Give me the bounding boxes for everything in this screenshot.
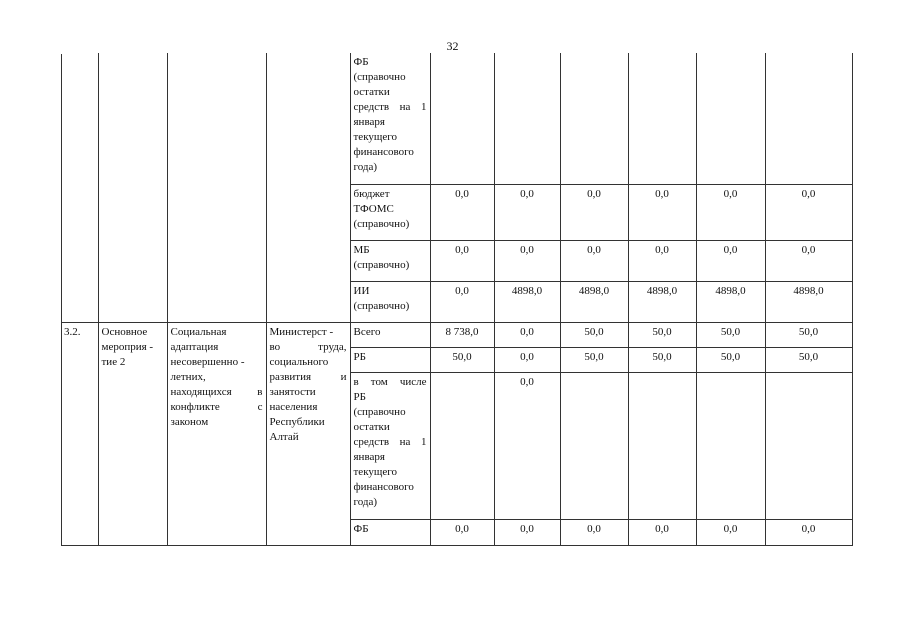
description-cell-empty bbox=[167, 184, 266, 240]
value-cell: 50,0 bbox=[696, 322, 765, 347]
value-cell: 50,0 bbox=[765, 322, 852, 347]
value-cell: 0,0 bbox=[696, 240, 765, 281]
page-number: 32 bbox=[446, 39, 459, 53]
description-cell-empty bbox=[167, 240, 266, 281]
measure-executor-line: Министерст - bbox=[269, 325, 334, 338]
measure-executor-line: занятости bbox=[269, 385, 316, 398]
source-label-line: (справочно bbox=[353, 71, 406, 83]
table-row bbox=[61, 240, 852, 281]
table-row bbox=[61, 281, 852, 322]
source-label-line: остатки bbox=[353, 420, 390, 433]
source-label-cell bbox=[350, 281, 430, 322]
measure-executor-line: социального bbox=[269, 355, 329, 368]
value-cell: 0,0 bbox=[494, 347, 560, 372]
source-label-line: РБ bbox=[353, 390, 366, 403]
source-label-line: текущего bbox=[353, 131, 397, 143]
description-cell-empty bbox=[167, 53, 266, 184]
source-label-line: января bbox=[353, 450, 385, 463]
table-row bbox=[61, 184, 852, 240]
value-cell: 0,0 bbox=[494, 184, 560, 240]
measure-name-line: Основное bbox=[101, 325, 148, 338]
measure-name-cell bbox=[98, 322, 167, 545]
source-label-line: (справочно bbox=[353, 405, 406, 418]
value-cell: 4898,0 bbox=[696, 281, 765, 322]
value-cell: 0,0 bbox=[628, 240, 696, 281]
value-cell: 0,0 bbox=[560, 184, 628, 240]
source-label-cell bbox=[350, 347, 430, 372]
measure-executor-cell bbox=[266, 322, 350, 545]
value-cell: 0,0 bbox=[696, 519, 765, 545]
source-label-line: в том числе bbox=[353, 375, 427, 388]
value-cell bbox=[765, 372, 852, 519]
value-cell bbox=[696, 53, 765, 184]
executor-cell-empty bbox=[266, 240, 350, 281]
value-cell: 0,0 bbox=[696, 184, 765, 240]
table-row bbox=[61, 53, 852, 184]
table-body bbox=[61, 53, 852, 545]
source-label-line: января bbox=[353, 116, 385, 128]
source-label-line: текущего bbox=[353, 465, 397, 478]
measure-description-cell bbox=[167, 322, 266, 545]
measure-description-line: законом bbox=[170, 415, 209, 428]
value-cell: 4898,0 bbox=[628, 281, 696, 322]
source-label-line: Всего bbox=[353, 325, 381, 338]
source-label-line: (справочно) bbox=[353, 299, 410, 312]
value-cell: 0,0 bbox=[765, 519, 852, 545]
source-label-cell bbox=[350, 372, 430, 519]
name-cell-empty bbox=[98, 53, 167, 184]
value-cell: 50,0 bbox=[765, 347, 852, 372]
measure-executor-line: развития и bbox=[269, 370, 347, 383]
table-row bbox=[61, 322, 852, 347]
measure-name-line: мероприя - bbox=[101, 340, 154, 353]
source-label-cell bbox=[350, 240, 430, 281]
source-label-cell bbox=[350, 184, 430, 240]
measure-description-line: Социальная bbox=[170, 325, 227, 338]
source-label-line: РБ bbox=[353, 350, 366, 363]
source-label-line: года) bbox=[353, 495, 378, 508]
value-cell bbox=[696, 372, 765, 519]
number-cell-empty bbox=[61, 240, 98, 281]
value-cell: 50,0 bbox=[628, 322, 696, 347]
number-cell-empty bbox=[61, 184, 98, 240]
value-cell: 0,0 bbox=[430, 240, 494, 281]
value-cell: 0,0 bbox=[430, 519, 494, 545]
source-label-line: средств на 1 bbox=[353, 101, 427, 113]
value-cell: 0,0 bbox=[628, 519, 696, 545]
value-cell: 4898,0 bbox=[560, 281, 628, 322]
executor-cell-empty bbox=[266, 53, 350, 184]
value-cell bbox=[430, 372, 494, 519]
measure-number: 3.2. bbox=[64, 325, 81, 338]
measure-description-line: адаптация bbox=[170, 340, 219, 353]
source-label-line: средств на 1 bbox=[353, 435, 427, 448]
value-cell: 8 738,0 bbox=[430, 322, 494, 347]
source-label-line: МБ bbox=[353, 243, 370, 256]
source-label-line: (справочно) bbox=[353, 217, 410, 230]
measure-description-line: несовершенно - bbox=[170, 355, 245, 368]
value-cell: 0,0 bbox=[628, 184, 696, 240]
value-cell: 50,0 bbox=[560, 322, 628, 347]
value-cell: 0,0 bbox=[560, 240, 628, 281]
value-cell bbox=[560, 53, 628, 184]
value-cell: 0,0 bbox=[494, 519, 560, 545]
source-label-line: (справочно) bbox=[353, 258, 410, 271]
source-label-line: ТФОМС bbox=[353, 202, 394, 215]
value-cell bbox=[628, 372, 696, 519]
measure-description-line: находящихся в bbox=[170, 385, 263, 398]
source-label-line: ФБ bbox=[353, 522, 369, 535]
value-cell: 50,0 bbox=[628, 347, 696, 372]
measure-executor-line: населения bbox=[269, 400, 318, 413]
value-cell: 0,0 bbox=[560, 519, 628, 545]
value-cell: 4898,0 bbox=[765, 281, 852, 322]
value-cell: 0,0 bbox=[430, 184, 494, 240]
executor-cell-empty bbox=[266, 184, 350, 240]
measure-description-line: конфликте с bbox=[170, 400, 263, 413]
measure-name-line: тие 2 bbox=[101, 355, 126, 368]
description-cell-empty bbox=[167, 281, 266, 322]
value-cell bbox=[430, 53, 494, 184]
source-label-cell bbox=[350, 53, 430, 184]
measure-number-cell bbox=[61, 322, 98, 545]
name-cell-empty bbox=[98, 240, 167, 281]
measure-executor-line: во труда, bbox=[269, 340, 347, 353]
measure-executor-line: Республики bbox=[269, 415, 325, 428]
measure-description-line: летних, bbox=[170, 370, 206, 383]
source-label-line: остатки bbox=[353, 86, 390, 98]
value-cell bbox=[628, 53, 696, 184]
number-cell-empty bbox=[61, 281, 98, 322]
source-label-line: ФБ bbox=[353, 56, 369, 68]
value-cell: 50,0 bbox=[430, 347, 494, 372]
number-cell-empty bbox=[61, 53, 98, 184]
measure-executor-line: Алтай bbox=[269, 430, 299, 443]
value-cell bbox=[560, 372, 628, 519]
value-cell: 0,0 bbox=[494, 240, 560, 281]
value-cell: 0,0 bbox=[494, 322, 560, 347]
source-label-line: бюджет bbox=[353, 187, 390, 200]
value-cell: 50,0 bbox=[560, 347, 628, 372]
value-cell bbox=[494, 53, 560, 184]
value-cell: 0,0 bbox=[430, 281, 494, 322]
value-cell bbox=[765, 53, 852, 184]
value-cell: 4898,0 bbox=[494, 281, 560, 322]
value-cell: 0,0 bbox=[765, 184, 852, 240]
value-cell: 0,0 bbox=[494, 372, 560, 519]
budget-table bbox=[61, 53, 853, 546]
value-cell: 0,0 bbox=[765, 240, 852, 281]
source-label-line: ИИ bbox=[353, 284, 370, 297]
source-label-cell bbox=[350, 322, 430, 347]
value-cell: 50,0 bbox=[696, 347, 765, 372]
name-cell-empty bbox=[98, 281, 167, 322]
executor-cell-empty bbox=[266, 281, 350, 322]
source-label-cell bbox=[350, 519, 430, 545]
source-label-line: финансового bbox=[353, 480, 414, 493]
name-cell-empty bbox=[98, 184, 167, 240]
source-label-line: года) bbox=[353, 161, 378, 173]
source-label-line: финансового bbox=[353, 146, 414, 158]
